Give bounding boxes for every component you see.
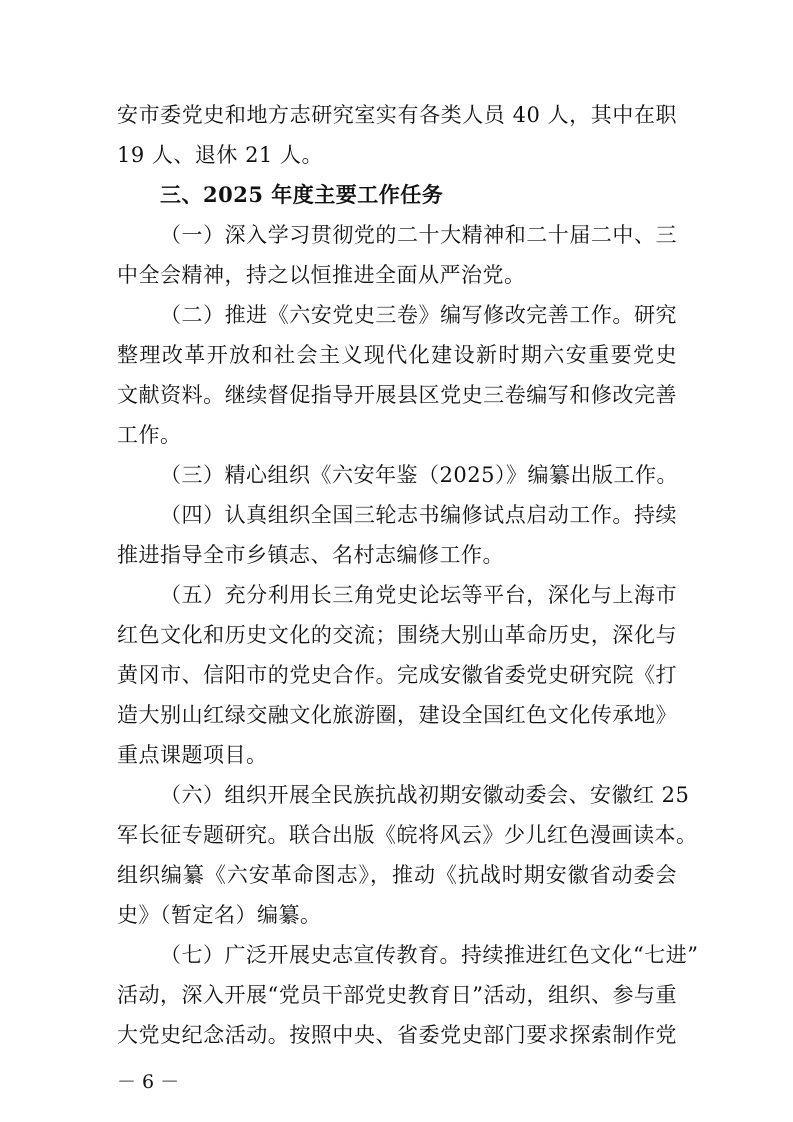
text-line-7: 整理改革开放和社会主义现代化建设新时期六安重要党史	[117, 343, 677, 367]
text-line-11: （四）认真组织全国三轮志书编修试点启动工作。持续	[160, 503, 677, 527]
text-line-17: 重点课题项目。	[117, 743, 268, 767]
text-line-12: 推进指导全市乡镇志、名村志编修工作。	[117, 543, 504, 567]
section-heading: 三、2025 年度主要工作任务	[160, 182, 444, 207]
text-line-21: 史》（暂定名）编纂。	[117, 903, 322, 927]
text-line-5: 中全会精神，持之以恒推进全面从严治党。	[117, 263, 526, 287]
text-line-13: （五）充分利用长三角党史论坛等平台，深化与上海市	[160, 583, 677, 607]
text-line-18: （六）组织开展全民族抗战初期安徽动委会、安徽红 25	[160, 783, 690, 807]
text-line-20: 组织编纂《六安革命图志》，推动《抗战时期安徽省动委会	[117, 863, 677, 887]
text-line-23: 活动，深入开展“党员干部党史教育日”活动，组织、参与重	[117, 983, 677, 1007]
text-line-6: （二）推进《六安党史三卷》编写修改完善工作。研究	[160, 303, 677, 327]
page-number: － 6 －	[117, 1071, 180, 1093]
text-line-9: 工作。	[117, 423, 182, 447]
text-line-10: （三）精心组织《六安年鉴（2025）》编纂出版工作。	[160, 463, 678, 487]
text-line-1: 安市委党史和地方志研究室实有各类人员 40 人，其中在职	[117, 103, 677, 127]
text-line-16: 造大别山红绿交融文化旅游圈，建设全国红色文化传承地》	[117, 703, 677, 727]
text-line-4: （一）深入学习贯彻党的二十大精神和二十届二中、三	[160, 223, 677, 247]
text-line-14: 红色文化和历史文化的交流；围绕大别山革命历史，深化与	[117, 623, 677, 647]
text-line-15: 黄冈市、信阳市的党史合作。完成安徽省委党史研究院《打	[117, 663, 677, 687]
text-line-24: 大党史纪念活动。按照中央、省委党史部门要求探索制作党	[117, 1023, 677, 1047]
text-line-19: 军长征专题研究。联合出版《皖将风云》少儿红色漫画读本。	[117, 823, 698, 847]
text-line-22: （七）广泛开展史志宣传教育。持续推进红色文化“七进”	[160, 943, 699, 967]
text-line-8: 文献资料。继续督促指导开展县区党史三卷编写和修改完善	[117, 383, 677, 407]
text-line-2: 19 人、退休 21 人。	[117, 143, 323, 167]
